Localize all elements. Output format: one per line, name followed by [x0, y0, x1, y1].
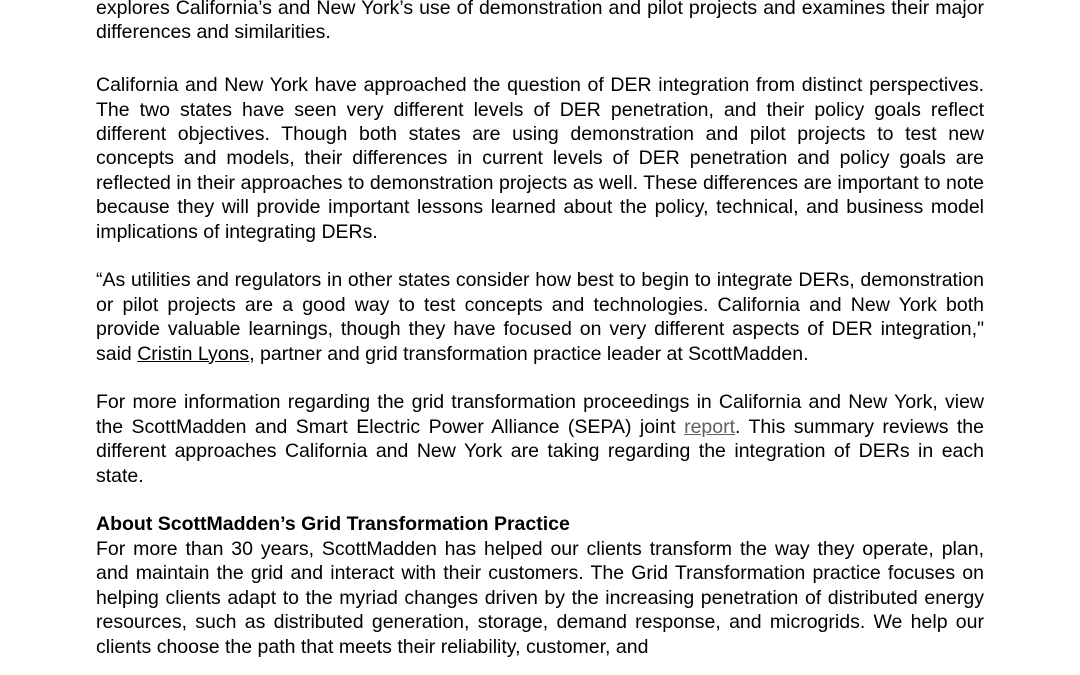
paragraph-intro-continuation: explores California’s and New York’s use of demonstration and pilot projects and examines their major differences and similarities. [96, 0, 984, 44]
document-page [96, 0, 984, 659]
paragraph-quote [96, 268, 984, 366]
quote-text-after: , partner and grid transformation practice leader at ScottMadden. [249, 342, 809, 365]
more-info-text-before: For more information regarding the grid transformation proceedings in California and New York, view the ScottMadden and Smart Electric Power Alliance (SEPA) joint [96, 391, 984, 438]
quote-text-before: “As utilities and regulators in other states consider how best to begin to integrate DERs, demonstration or pilot projects are a good way to test concepts and technologies. California and New York both provide valuable learnings, though they have focused on very different aspects of DER integration," said [96, 269, 984, 365]
paragraph-spacer [96, 49, 984, 73]
paragraph-spacer [96, 244, 984, 268]
paragraph-spacer [96, 366, 984, 390]
paragraph-more-info [96, 390, 984, 488]
paragraph-spacer [96, 488, 984, 512]
section-heading: About ScottMadden’s Grid Transformation Practice [96, 513, 570, 536]
paragraph-der-perspectives: California and New York have approached the question of DER integration from distinct perspectives. The two states have seen very different levels of DER penetration, and their policy goals reflect different objectives. Though both states are using demonstration and pilot projects to test new concepts and models, their differences in current levels of DER penetration and policy goals are reflected in their approaches to demonstration projects as well. These differences are important to note because they will provide important lessons learned about the policy, technical, and business model implications of integrating DERs. [96, 74, 984, 243]
report-link[interactable]: report [684, 415, 736, 438]
cristin-lyons-link[interactable]: Cristin Lyons [137, 342, 250, 365]
paragraph-practice-description: For more than 30 years, ScottMadden has helped our clients transform the way they operate, plan, and maintain the grid and interact with their customers. The Grid Transformation practice focuses on helping clients adapt to the myriad changes driven by the increasing penetration of distributed energy resources, such as distributed generation, storage, demand response, and microgrids. We help our clients choose the path that meets their reliability, customer, and [96, 537, 984, 658]
more-info-text-after: . This summary reviews the different approaches California and New York are taking regarding the integration of DERs in each state. [96, 415, 984, 487]
